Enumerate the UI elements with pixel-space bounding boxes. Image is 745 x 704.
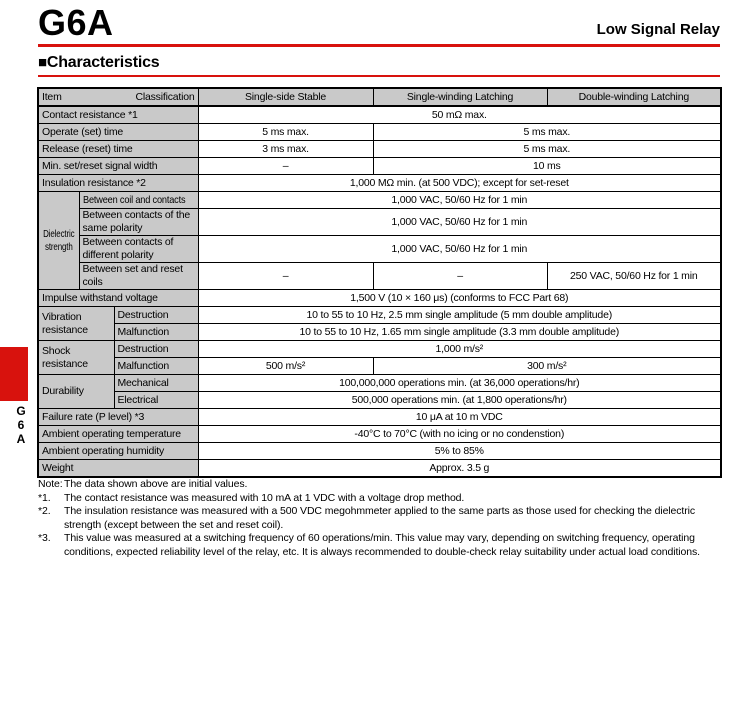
- note-text: The data shown above are initial values.: [64, 478, 248, 490]
- ambient-temperature-label: Ambient operating temperature: [38, 426, 198, 443]
- impulse-voltage-label: Impulse withstand voltage: [38, 290, 198, 307]
- characteristics-table-wrap: [37, 87, 722, 478]
- release-time-label: Release (reset) time: [38, 141, 198, 158]
- product-model-title: G6A: [38, 2, 114, 43]
- header-item-label: Item: [42, 90, 62, 103]
- note-text: This value was measured at a switching frequency of 60 operations/min. This value may vary, depending on switching frequency, operating conditions, expected reliability level of the relay, etc. It is always recommended to double-check relay suitability under actual load conditions.: [64, 532, 700, 558]
- side-tab-model-label: [13, 404, 29, 446]
- durability-mechanical-label: Mechanical: [114, 375, 198, 392]
- ambient-humidity-value: 5% to 85%: [198, 443, 721, 460]
- contact-resistance-label: Contact resistance *1: [38, 106, 198, 124]
- vibration-resistance-label: Vibration resistance: [38, 307, 114, 341]
- note-marker: *3.: [38, 532, 51, 544]
- product-type-label: Low Signal Relay: [596, 21, 720, 38]
- header-col-double-winding-latching: Double-winding Latching: [547, 88, 721, 106]
- shock-destruction-value: 1,000 m/s²: [198, 341, 721, 358]
- table-header-row: [38, 88, 721, 106]
- red-rule-section: [38, 75, 720, 77]
- vibration-destruction-label: Destruction: [114, 307, 198, 324]
- shock-resistance-label: Shock resistance: [38, 341, 114, 375]
- note-row: [38, 505, 720, 532]
- row-weight: [38, 460, 721, 478]
- section-title: [38, 54, 160, 72]
- note-marker: Note:: [38, 478, 63, 490]
- dielectric-different-polarity-label: Between contacts of different polarity: [79, 236, 198, 263]
- side-tab-letter: G: [16, 404, 26, 418]
- row-min-signal-width: [38, 158, 721, 175]
- release-time-single-side: 3 ms max.: [198, 141, 373, 158]
- min-signal-width-label: Min. set/reset signal width: [38, 158, 198, 175]
- row-failure-rate: [38, 409, 721, 426]
- note-marker: *1.: [38, 491, 51, 504]
- min-signal-width-single-side: –: [198, 158, 373, 175]
- row-dielectric-same-polarity: [38, 209, 721, 236]
- ambient-humidity-label: Ambient operating humidity: [38, 443, 198, 460]
- row-dielectric-coil-contacts: [38, 192, 721, 209]
- note-marker: *2.: [38, 505, 51, 517]
- row-vibration-destruction: [38, 307, 721, 324]
- durability-electrical-value: 500,000 operations min. (at 1,800 operations/hr): [198, 392, 721, 409]
- row-shock-destruction: [38, 341, 721, 358]
- masthead: [38, 2, 720, 43]
- side-tab-letter: A: [16, 432, 26, 446]
- operate-time-label: Operate (set) time: [38, 124, 198, 141]
- failure-rate-label: Failure rate (P level) *3: [38, 409, 198, 426]
- note-text: The insulation resistance was measured with a 500 VDC megohmmeter applied to the same parts as those used for checking the dielectric strength (except between the set and reset coil).: [64, 505, 696, 531]
- contact-resistance-value: 50 mΩ max.: [198, 106, 721, 124]
- note-row: [38, 532, 720, 559]
- footnotes: [38, 478, 720, 559]
- row-dielectric-different-polarity: [38, 236, 721, 263]
- dielectric-same-polarity-value: 1,000 VAC, 50/60 Hz for 1 min: [198, 209, 721, 236]
- note-row: [38, 492, 720, 506]
- row-insulation-resistance: [38, 175, 721, 192]
- release-time-latching: 5 ms max.: [373, 141, 721, 158]
- dielectric-coil-contacts-label: Between coil and contacts: [79, 192, 198, 209]
- row-ambient-temperature: [38, 426, 721, 443]
- section-bullet-icon: ■: [38, 54, 47, 71]
- shock-destruction-label: Destruction: [114, 341, 198, 358]
- row-release-time: [38, 141, 721, 158]
- insulation-resistance-label: Insulation resistance *2: [38, 175, 198, 192]
- row-ambient-humidity: [38, 443, 721, 460]
- header-col-single-winding-latching: Single-winding Latching: [373, 88, 547, 106]
- red-rule-top: [38, 44, 720, 47]
- dielectric-different-polarity-value: 1,000 VAC, 50/60 Hz for 1 min: [198, 236, 721, 263]
- vibration-malfunction-value: 10 to 55 to 10 Hz, 1.65 mm single amplitude (3.3 mm double amplitude): [198, 324, 721, 341]
- row-durability-electrical: [38, 392, 721, 409]
- shock-malfunction-latching: 300 m/s²: [373, 358, 721, 375]
- row-vibration-malfunction: [38, 324, 721, 341]
- shock-malfunction-label: Malfunction: [114, 358, 198, 375]
- dielectric-strength-label: Dielectric strength: [38, 192, 79, 290]
- header-item-classification-cell: [38, 88, 198, 106]
- durability-label: Durability: [38, 375, 114, 409]
- row-dielectric-set-reset-coils: [38, 263, 721, 290]
- ambient-temperature-value: -40°C to 70°C (with no icing or no condenstion): [198, 426, 721, 443]
- row-impulse-voltage: [38, 290, 721, 307]
- section-title-text: Characteristics: [46, 54, 160, 71]
- min-signal-width-latching: 10 ms: [373, 158, 721, 175]
- dielectric-same-polarity-label: Between contacts of the same polarity: [79, 209, 198, 236]
- insulation-resistance-value: 1,000 MΩ min. (at 500 VDC); except for set-reset: [198, 175, 721, 192]
- dielectric-set-reset-single-winding: –: [373, 263, 547, 290]
- durability-electrical-label: Electrical: [114, 392, 198, 409]
- vibration-malfunction-label: Malfunction: [114, 324, 198, 341]
- row-shock-malfunction: [38, 358, 721, 375]
- dielectric-coil-contacts-value: 1,000 VAC, 50/60 Hz for 1 min: [198, 192, 721, 209]
- row-operate-time: [38, 124, 721, 141]
- failure-rate-value: 10 μA at 10 m VDC: [198, 409, 721, 426]
- header-col-single-side-stable: Single-side Stable: [198, 88, 373, 106]
- characteristics-table: [37, 87, 722, 478]
- operate-time-latching: 5 ms max.: [373, 124, 721, 141]
- dielectric-set-reset-label: Between set and reset coils: [79, 263, 198, 290]
- weight-value: Approx. 3.5 g: [198, 460, 721, 478]
- operate-time-single-side: 5 ms max.: [198, 124, 373, 141]
- impulse-voltage-value: 1,500 V (10 × 160 μs) (conforms to FCC Part 68): [198, 290, 721, 307]
- row-durability-mechanical: [38, 375, 721, 392]
- shock-malfunction-single-side: 500 m/s²: [198, 358, 373, 375]
- dielectric-set-reset-single-side: –: [198, 263, 373, 290]
- header-classification-label: Classification: [135, 90, 195, 103]
- row-contact-resistance: [38, 106, 721, 124]
- red-side-tab: [0, 347, 28, 401]
- side-tab-letter: 6: [17, 418, 25, 432]
- durability-mechanical-value: 100,000,000 operations min. (at 36,000 operations/hr): [198, 375, 721, 392]
- dielectric-set-reset-double-winding: 250 VAC, 50/60 Hz for 1 min: [547, 263, 721, 290]
- note-text: The contact resistance was measured with 10 mA at 1 VDC with a voltage drop method.: [64, 491, 465, 504]
- weight-label: Weight: [38, 460, 198, 478]
- vibration-destruction-value: 10 to 55 to 10 Hz, 2.5 mm single amplitude (5 mm double amplitude): [198, 307, 721, 324]
- note-row: [38, 478, 720, 492]
